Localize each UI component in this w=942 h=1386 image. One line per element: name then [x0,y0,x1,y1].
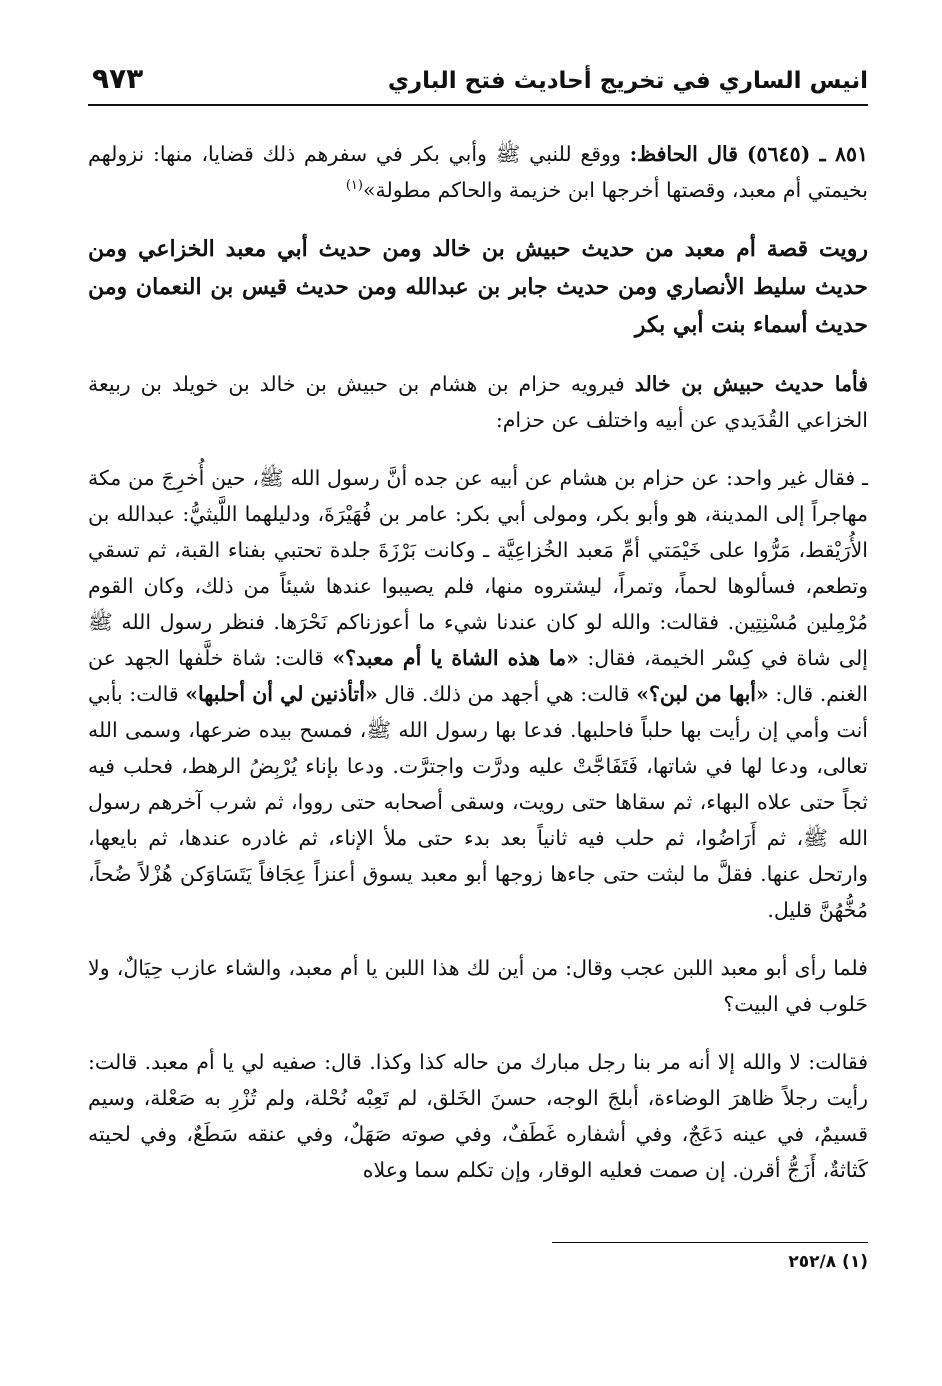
footnote-marker: (١) [842,1252,868,1272]
footnote-divider [552,1242,868,1243]
quote-3: «أتأذنين لي أن أحلبها» [185,682,378,706]
narration-text: فيرويه حزام بن هشام بن حبيش بن خالد بن خويلد بن ربيعة الخزاعي القُدَيدي عن أبيه واختلف عن حزام: [88,372,868,432]
hadith-text-paragraph [88,460,868,928]
summary-paragraph: رويت قصة أم معبد من حديث حبيش بن خالد ومن حديث أبي معبد الخزاعي ومن حديث سليط الأنصاري ومن حديث جابر بن عبدالله ومن حديث قيس بن النعمان ومن حديث أسماء بنت أبي بكر [88,236,868,338]
entry-label: قال الحافظ: [629,142,739,166]
entry-text: ووقع للنبي ﷺ وأبي بكر في سفرهم ذلك قضايا، منها: نزولهم بخيمتي أم معبد، وقصتها أخرجها ابن خزيمة والحاكم مطولة» [88,142,868,202]
narration-lead: فأما حديث حبيش بن خالد [634,372,868,396]
hadith-entry [88,136,868,208]
narration-paragraph [88,366,868,438]
footnote-text: ٢٥٢/٨ [788,1252,837,1272]
page-header [88,60,868,106]
footnote [788,1252,868,1272]
entry-number: ٨٥١ ـ (٥٦٤٥) [746,142,868,166]
main-text [88,136,868,1188]
hadith-text-4: قالت: بأبي أنت وأمي إن رأيت بها حلباً فاحلبها. فدعا بها رسول الله ﷺ، فمسح بيده ضرعها، وسمى الله تعالى، ودعا لها في شاتها، فَتَفَاجَّتْ عليه ودرَّت واجترَّت. ودعا بإناء يُرْبِضُ الرهط، فحلب فيه ثجاً حتى علاه البهاء، ثم سقاها حتى رويت، وسقى أصحابه حتى رووا، ثم شرب آخرهم رسول الله ﷺ، ثم أَرَاضُوا، ثم حلب فيه ثانياً بعد بدء حتى ملأ الإناء، ثم غادره عندها، ثم بايعها، وارتحل عنها. فقلَّ ما لبثت حتى جاءها زوجها أبو معبد يسوق أعنزاً عِجَافاً يَتَسَاوَكن هُزْلاً ضُحاً، مُخُّهُنَّ قليل. [88,682,868,922]
hadith-text-2: قالت: شاة خلَّفها الجهد عن الغنم. قال: [88,646,868,706]
running-title: انيس الساري في تخريج أحاديث فتح الباري [387,68,868,94]
page-number: ٩٧٣ [92,62,144,95]
footnote-reference: (١) [345,178,363,194]
hadith-text-1: ـ فقال غير واحد: عن حزام بن هشام عن أبيه عن جده أنَّ رسول الله ﷺ، حين أُخرِجَ من مكة مهاجراً إلى المدينة، هو وأبو بكر، ومولى أبي بكر: عامر بن فُهَيْرَةَ، ودليلهما اللَّيثيُّ: عبدالله بن الأُرَيْقط، مَرُّوا على خَيْمَتي أمِّ مَعبد الخُزاعِيَّة ـ وكانت بَرْزَةَ جلدة تحتبي بفناء القبة، ثم تسقي وتطعم، فسألوها لحماً، وتمراً، ليشتروه منها، فلم يصيبوا عندها شيئاً من ذلك، وكان القوم مُرْمِلين مُسْنِتِين. فقالت: والله لو كان عندنا شيء ما أعوزناكم نَحْرَها. فنظر رسول الله ﷺ إلى شاة في كِسْر الخيمة، فقال: [88,466,868,670]
quote-2: «أبها من لبن؟» [636,682,769,706]
dialogue-paragraph-2: فقالت: لا والله إلا أنه مر بنا رجل مبارك من حاله كذا وكذا. قال: صفيه لي يا أم معبد. قالت: رأيت رجلاً ظاهرَ الوضاءة، أبلجَ الوجه، حسنَ الخَلق، لم تَعِبْه نُحْلة، ولم تُزْرِ به صَعْلة، وسيم قسيمٌ، في عينه دَعَجٌ، وفي أشفاره غَطَفٌ، وفي صوته صَهَلٌ، وفي عنقه سَطَعٌ، وفي لحيته كَثاثةٌ، أَزَجُّ أقرن. إن صمت فعليه الوقار، وإن تكلم سما وعلاه [88,1050,868,1182]
hadith-text-3: قالت: هي أجهد من ذلك. قال [384,682,630,706]
quote-1: «ما هذه الشاة يا أم معبد؟» [332,646,579,670]
dialogue-paragraph-1: فلما رأى أبو معبد اللبن عجب وقال: من أين لك هذا اللبن يا أم معبد، والشاء عازب حِيَالٌ، ولا حَلوب في البيت؟ [88,956,868,1016]
